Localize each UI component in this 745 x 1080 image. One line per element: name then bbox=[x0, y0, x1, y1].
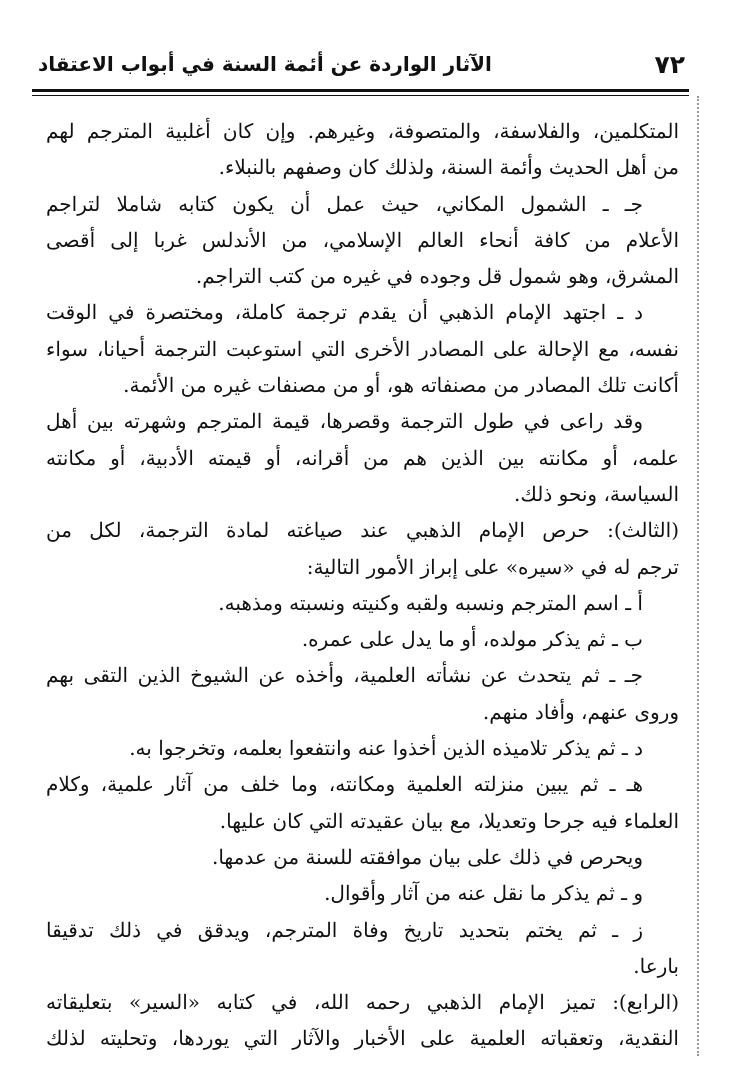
text-line: المتكلمين، والفلاسفة، والمتصوفة، وغيرهم. وإن كان أغلبية المترجم لهم bbox=[46, 119, 679, 143]
text-line: أكانت تلك المصادر من مصنفاته هو، أو من مصنفات غيره من الأئمة. bbox=[123, 373, 679, 398]
text-line: د ـ اجتهد الإمام الذهبي أن يقدم ترجمة كاملة، ومختصرة في الوقت bbox=[46, 300, 643, 325]
text-line: النقدية، وتعقباته العلمية على الأخبار والآثار التي يوردها، وتحليته لذلك bbox=[46, 1026, 679, 1051]
text-line: (الثالث): حرص الإمام الذهبي عند صياغته لمادة الترجمة، لكل من bbox=[46, 518, 679, 543]
text-line: د ـ ثم يذكر تلاميذه الذين أخذوا عنه وانتفعوا بعلمه، وتخرجوا به. bbox=[129, 736, 643, 761]
text-line: وروى عنهم، وأفاد منهم. bbox=[482, 699, 679, 724]
text-line: السياسة، ونحو ذلك. bbox=[514, 481, 679, 506]
text-line: ترجم له في «سيره» على إبراز الأمور التالية: bbox=[306, 554, 679, 579]
text-line: و ـ ثم يذكر ما نقل عنه من آثار وأقوال. bbox=[324, 881, 643, 906]
text-line: (الرابع): تميز الإمام الذهبي رحمه الله، في كتابه «السير» بتعليقاته bbox=[46, 990, 679, 1015]
running-title: الآثار الواردة عن أئمة السنة في أبواب الاعتقاد bbox=[38, 52, 492, 76]
header-rule-thick bbox=[32, 89, 689, 92]
text-line: من أهل الحديث وأئمة السنة، ولذلك كان وصفهم بالنبلاء. bbox=[218, 155, 679, 180]
text-line: أ ـ اسم المترجم ونسبه ولقبه وكنيته ونسبته ومذهبه. bbox=[218, 590, 643, 615]
text-line: ويحرص في ذلك على بيان موافقته للسنة من عدمها. bbox=[211, 844, 643, 869]
text-line: هـ ـ ثم يبين منزلته العلمية ومكانته، وما خلف من آثار علمية، وكلام bbox=[46, 772, 643, 797]
page-header bbox=[38, 44, 685, 84]
text-line: جـ ـ الشمول المكاني، حيث عمل أن يكون كتابه شاملا لتراجم bbox=[46, 191, 643, 216]
text-line: الأعلام من كافة أنحاء العالم الإسلامي، من الأندلس غربا إلى أقصى bbox=[46, 227, 679, 252]
text-line: جـ ـ ثم يتحدث عن نشأته العلمية، وأخذه عن الشيوخ الذين التقى بهم bbox=[46, 663, 643, 688]
body-text bbox=[46, 113, 679, 1057]
text-line: المشرق، وهو شمول قل وجوده في غيره من كتب التراجم. bbox=[195, 264, 679, 289]
text-line: وقد راعى في طول الترجمة وقصرها، قيمة المترجم وشهرته بين أهل bbox=[46, 409, 643, 434]
text-line: بارعا. bbox=[633, 953, 679, 978]
text-line: علمه، أو مكانته بين الذين هم من أقرانه، أو قيمته الأدبية، أو مكانته bbox=[46, 445, 679, 470]
scan-edge-marks bbox=[694, 96, 699, 1056]
text-line: ز ـ ثم يختم بتحديد تاريخ وفاة المترجم، ويدقق في ذلك تدقيقا bbox=[46, 917, 643, 942]
header-rule-thin bbox=[32, 95, 689, 96]
text-line: العلماء فيه جرحا وتعديلا، مع بيان عقيدته التي كان عليها. bbox=[219, 808, 679, 833]
text-line: نفسه، مع الإحالة على المصادر الأخرى التي استوعبت الترجمة أحيانا، سواء bbox=[46, 336, 679, 361]
text-line: ب ـ ثم يذكر مولده، أو ما يدل على عمره. bbox=[301, 627, 643, 652]
page-number: ٧٢ bbox=[654, 49, 685, 79]
